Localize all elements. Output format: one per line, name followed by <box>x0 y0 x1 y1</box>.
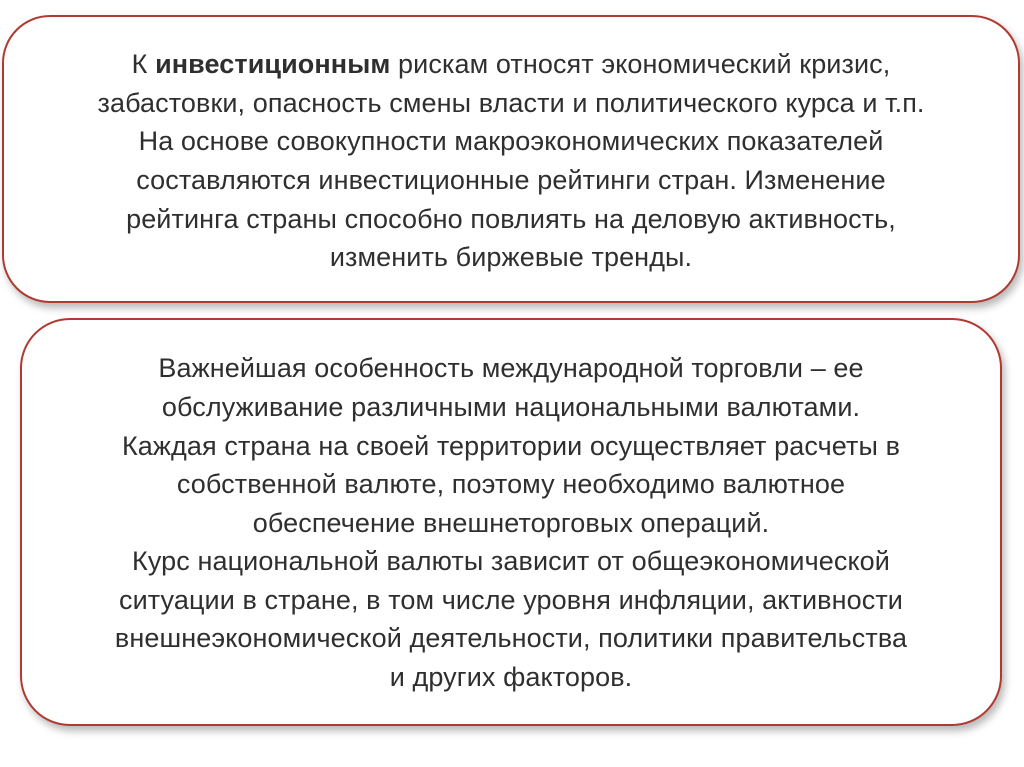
investment-risks-box <box>2 15 1020 303</box>
text-line: составляются инвестиционные рейтинги стран. Изменение <box>136 165 886 195</box>
text-line: собственной валюте, поэтому необходимо валютное <box>176 469 846 500</box>
text-line: На основе совокупности макроэкономических показателей <box>138 126 884 157</box>
text-line: и других факторов. <box>389 662 633 693</box>
text-line: забастовки, опасность смены власти и политического курса и т.п. <box>97 87 925 118</box>
text-line: рейтинга страны способно повлиять на деловую активность, <box>126 203 896 234</box>
text-line: обслуживание различными национальными валютами. <box>161 391 861 422</box>
text-line: Каждая страна на своей территории осуществляет расчеты в <box>121 430 901 461</box>
bold-term: инвестиционным <box>155 49 391 80</box>
investment-risks-text <box>97 45 924 277</box>
text-line: обеспечение внешнеторговых операций. <box>252 507 770 538</box>
international-trade-box <box>20 318 1002 726</box>
text-line: К инвестиционным рискам относят экономический кризис, <box>131 49 891 80</box>
international-trade-text <box>115 349 907 696</box>
text-line: Важнейшая особенность международной торговли – ее <box>158 353 864 384</box>
text-line: Курс национальной валюты зависит от общеэкономической <box>132 546 890 577</box>
text-line: ситуации в стране, в том числе уровня инфляции, активности <box>118 584 903 615</box>
text-line: внешнеэкономической деятельности, политики правительства <box>114 623 908 654</box>
text-line: изменить биржевые тренды. <box>329 242 693 273</box>
